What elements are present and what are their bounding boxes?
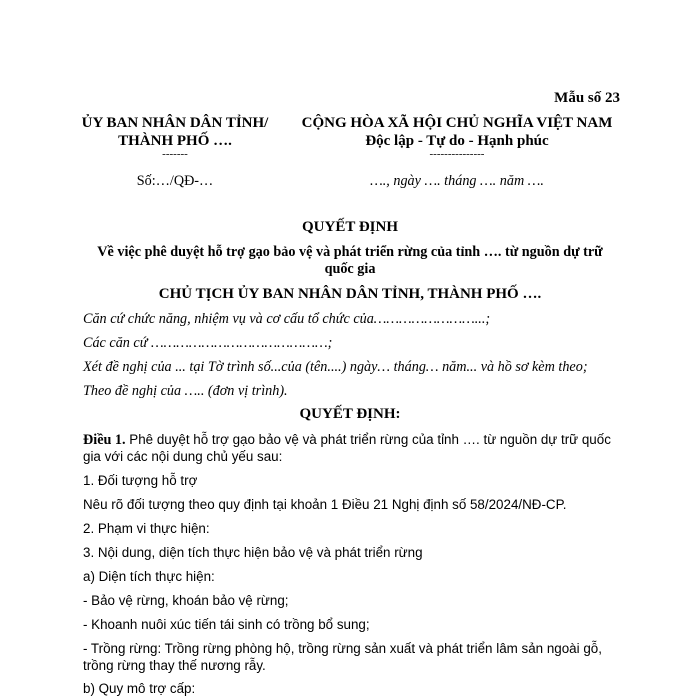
item-3: 3. Nội dung, diện tích thực hiện bảo vệ và phát triển rừng: [83, 545, 423, 560]
item-3a-dash-1: - Bảo vệ rừng, khoán bảo vệ rừng;: [83, 593, 289, 608]
form-number: Mẫu số 23: [554, 90, 620, 106]
preamble-line: Căn cứ chức năng, nhiệm vụ và cơ cấu tổ chức của……………………...;: [83, 311, 491, 327]
right-divider: ---------------: [429, 148, 485, 160]
item-3a: a) Diện tích thực hiện:: [83, 569, 215, 584]
national-title: CỘNG HÒA XÃ HỘI CHỦ NGHĨA VIỆT NAM: [301, 115, 613, 131]
document-title: QUYẾT ĐỊNH: [302, 219, 398, 235]
left-divider: -------: [162, 148, 188, 160]
article-1-line2: gia với các nội dung chủ yếu sau:: [83, 449, 283, 464]
article-1-line1: [83, 432, 611, 449]
item-3a-dash-2: - Khoanh nuôi xúc tiến tái sinh có trồng bổ sung;: [83, 617, 370, 632]
item-3a-dash-3-line2: trồng rừng thay thế nương rẫy.: [83, 658, 266, 673]
article-1-label: Điều 1.: [83, 432, 126, 448]
decision-heading: QUYẾT ĐỊNH:: [299, 406, 401, 422]
issuing-authority-line1: ỦY BAN NHÂN DÂN TỈNH/: [81, 115, 269, 131]
subject-line1: Về việc phê duyệt hỗ trợ gạo bảo vệ và phát triển rừng của tỉnh …. từ nguồn dự trữ: [97, 244, 603, 260]
item-1: 1. Đối tượng hỗ trợ: [83, 473, 198, 488]
item-3a-dash-3-line1: - Trồng rừng: Trồng rừng phòng hộ, trồng rừng sản xuất và phát triển lâm sản ngoài gỗ,: [83, 641, 602, 656]
preamble-line: Các căn cứ ……………………………………;: [83, 335, 333, 351]
document-number: Số:…/QĐ-…: [136, 173, 214, 189]
preamble-line: Xét đề nghị của ... tại Tờ trình số...của (tên....) ngày… tháng… năm... và hồ sơ kèm theo;: [83, 359, 588, 375]
national-motto: Độc lập - Tự do - Hạnh phúc: [365, 133, 549, 149]
item-3b: b) Quy mô trợ cấp:: [83, 681, 196, 696]
authority-heading: CHỦ TỊCH ỦY BAN NHÂN DÂN TỈNH, THÀNH PHỐ ….: [158, 286, 542, 302]
subject-line2: quốc gia: [324, 261, 376, 277]
item-1-detail: Nêu rõ đối tượng theo quy định tại khoản 1 Điều 21 Nghị định số 58/2024/NĐ-CP.: [83, 497, 567, 512]
issue-date: …., ngày …. tháng …. năm ….: [370, 173, 544, 189]
issuing-authority-line2: THÀNH PHỐ ….: [118, 133, 232, 149]
preamble-line: Theo đề nghị của ….. (đơn vị trình).: [83, 383, 288, 399]
item-2: 2. Phạm vi thực hiện:: [83, 521, 210, 536]
article-1-text: Phê duyệt hỗ trợ gạo bảo vệ và phát triển rừng của tỉnh …. từ nguồn dự trữ quốc: [125, 432, 611, 447]
